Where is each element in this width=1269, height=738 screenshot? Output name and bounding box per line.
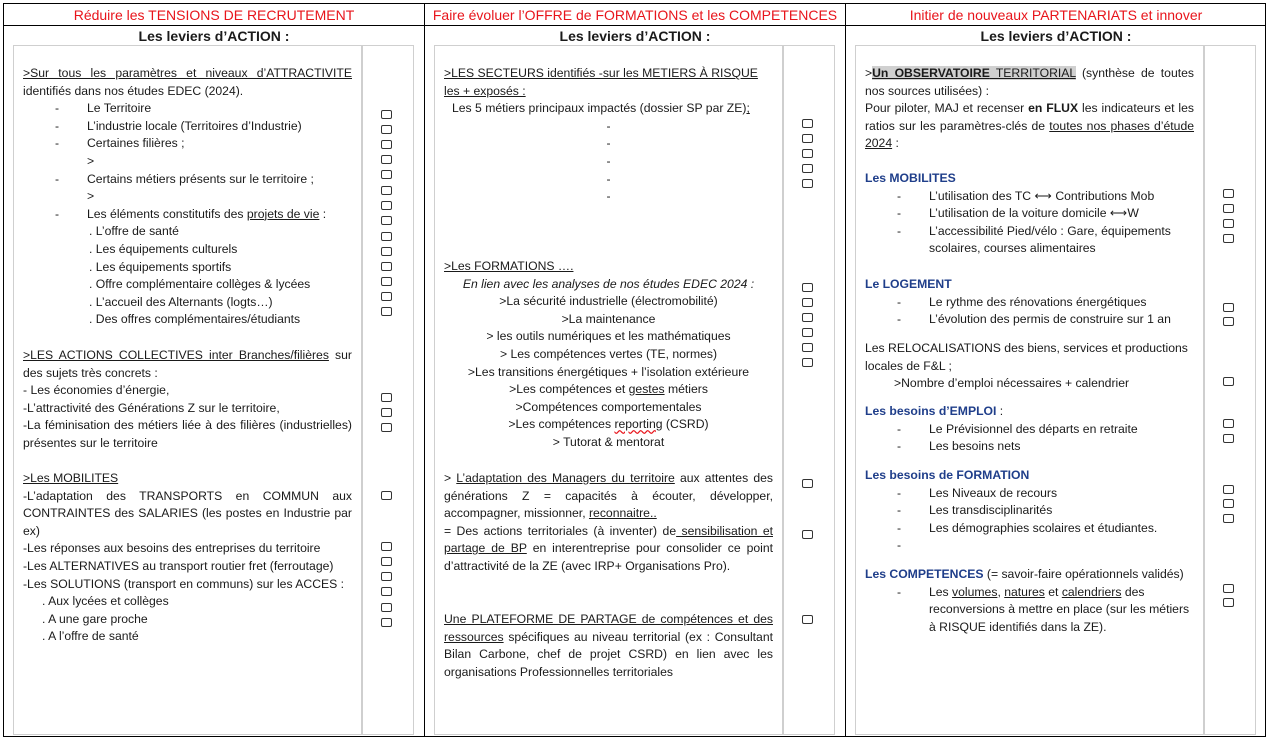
checkbox[interactable] [1223, 377, 1234, 386]
list-subitem: >Nombre d’emploi nécessaires + calendrier [894, 376, 1130, 391]
list-subitem: . L’accueil des Alternants (logts…) [89, 294, 273, 309]
attractivite-heading: >Sur tous les paramètres et niveaux d’ATTRACTIVITE [23, 66, 352, 80]
checkbox[interactable] [1223, 204, 1234, 213]
column-1-subtitle: Les leviers d’ACTION : [138, 28, 290, 44]
checkbox[interactable] [802, 358, 813, 367]
checkbox[interactable] [381, 572, 392, 581]
checkbox[interactable] [802, 615, 813, 624]
list-item: - L’accessibilité Pied/vélo : Gare, équipements scolaires, courses alimentaires [897, 223, 1171, 256]
checkbox[interactable] [1223, 584, 1234, 593]
checkbox[interactable] [1223, 303, 1234, 312]
checkbox[interactable] [381, 423, 392, 432]
list-item: - Les économies d’énergie, [23, 383, 170, 398]
list-item: >Les compétences et gestes métiers [509, 382, 708, 397]
section-heading: Les COMPETENCES [865, 567, 984, 581]
column-3-subtitle: Les leviers d’ACTION : [980, 28, 1132, 44]
list-item: - [606, 171, 611, 186]
metiers-line: Les 5 métiers principaux impactés (dossier SP par ZE); [452, 101, 750, 116]
plateforme-section: Une PLATEFORME DE PARTAGE de compétences et des ressources spécifiques au niveau territorial (ex : Consultant Bilan Carbone, chef de projet CSRD) en lien avec les organisations Professionnelles territoriales [444, 612, 773, 679]
section-heading: Les besoins de FORMATION [865, 468, 1030, 482]
section-heading: Le LOGEMENT [865, 277, 952, 291]
list-item: - Le Territoire [55, 101, 152, 116]
formations-section [444, 258, 773, 452]
list-item: - Certaines filières ; [55, 136, 185, 151]
checkbox[interactable] [381, 262, 392, 271]
checkbox[interactable] [381, 140, 392, 149]
list-item: - L’industrie locale (Territoires d’Industrie) [55, 118, 302, 133]
list-item: - [606, 189, 611, 204]
competences-indicators: Les COMPETENCES (= savoir-faire opérationnels validés) - Les volumes, natures et calendriers des reconversions à mettre en place (sur les métiers à RISQUE identifiés dans la ZE). [865, 566, 1194, 636]
checkbox[interactable] [1223, 219, 1234, 228]
list-item: > Tutorat & mentorat [552, 434, 665, 449]
column-3-title: Initier de nouveaux PARTENARIATS et innover [909, 7, 1203, 23]
list-item: - L’utilisation des TC ⟷ Contributions Mob [897, 188, 1155, 203]
list-subitem: . Les équipements sportifs [89, 259, 232, 274]
checkbox[interactable] [381, 216, 392, 225]
list-item: > les outils numériques et les mathématiques [486, 329, 731, 344]
list-item: - L’utilisation de la voiture domicile ⟷W [897, 206, 1139, 221]
list-item: -L’adaptation des TRANSPORTS en COMMUN aux CONTRAINTES des SALARIES (les postes en Industrie par ex) [23, 488, 352, 538]
list-item: - Les transdisciplinarités [897, 503, 1053, 518]
checkbox[interactable] [381, 603, 392, 612]
checkbox[interactable] [802, 149, 813, 158]
checkbox[interactable] [381, 170, 392, 179]
list-item: >La sécurité industrielle (électromobilité) [499, 294, 718, 309]
checkbox[interactable] [381, 408, 392, 417]
checkbox[interactable] [1223, 189, 1234, 198]
list-item: - [606, 153, 611, 168]
column-divider [845, 3, 846, 737]
checkbox[interactable] [802, 343, 813, 352]
checkbox[interactable] [381, 618, 392, 627]
metiers-risque-section [444, 65, 773, 206]
mobilites-indicators [865, 170, 1194, 258]
list-subitem: . Des offres complémentaires/étudiants [89, 312, 301, 327]
formations-intro: En lien avec les analyses de nos études EDEC 2024 : [462, 276, 755, 291]
checkbox[interactable] [802, 283, 813, 292]
list-item: >Les compétences reporting (CSRD) [508, 417, 709, 432]
list-item: - Le Prévisionnel des départs en retraite [897, 421, 1138, 436]
checkbox[interactable] [1223, 317, 1234, 326]
checkbox[interactable] [381, 542, 392, 551]
column-1-title: Réduire les TENSIONS DE RECRUTEMENT [73, 7, 355, 23]
list-item: - [606, 118, 611, 133]
secteurs-heading: >LES SECTEURS identifiés -sur les METIERS À RISQUE les + exposés : [444, 66, 758, 98]
list-item: -Les SOLUTIONS (transport en communs) sur les ACCES : [23, 576, 345, 591]
managers-section: > L’adaptation des Managers du territoire aux attentes des générations Z = capacités à écouter, développer, accompagner, missionner, reconnaitre.. = Des actions territoriales (à inventer) de sensibilisation et partage de BP en interentreprise pour consolider ce point d’attractivité de la ZE (avec IRP+ Organisations Pro). [444, 471, 774, 573]
checkbox[interactable] [802, 298, 813, 307]
list-item: >Compétences comportementales [515, 399, 702, 414]
checkbox[interactable] [1223, 499, 1234, 508]
list-item: >Les transitions énergétiques + l’isolation extérieure [467, 364, 750, 379]
formation-indicators: Les besoins de FORMATION - Les Niveaux de recours - Les transdisciplinarités - Les démographies scolaires et étudiantes. - [865, 467, 1194, 537]
list-item: - L’évolution des permis de construire sur 1 an [897, 312, 1171, 327]
checkbox[interactable] [381, 125, 392, 134]
checkbox[interactable] [381, 186, 392, 195]
list-subitem: . A l’offre de santé [42, 629, 139, 644]
column-2-title: Faire évoluer l’OFFRE de FORMATIONS et les COMPETENCES [432, 7, 838, 23]
list-item: -Les ALTERNATIVES au transport routier fret (ferroutage) [23, 558, 334, 573]
formations-heading: >Les FORMATIONS …. [444, 259, 574, 273]
observatoire-section: >Un OBSERVATOIRE TERRITORIAL (synthèse de toutes nos sources utilisées) : Pour piloter, MAJ et recenser en FLUX les indicateurs et les ratios sur les paramètres-clés de toutes nos phases d’étude 2024 : [865, 66, 1195, 151]
mobilites-heading: >Les MOBILITES [23, 471, 119, 485]
list-subitem: > [87, 189, 95, 204]
checkbox[interactable] [802, 479, 813, 488]
list-item: - Le rythme des rénovations énergétiques [897, 294, 1147, 309]
list-subitem: > [87, 153, 95, 168]
list-item: -L’attractivité des Générations Z sur le territoire, [23, 400, 280, 415]
column-3-checkbox-box [1204, 45, 1256, 735]
logement-indicators [865, 276, 1194, 329]
checkbox[interactable] [802, 530, 813, 539]
checkbox[interactable] [381, 307, 392, 316]
checkbox[interactable] [381, 292, 392, 301]
column-2-subtitle: Les leviers d’ACTION : [559, 28, 711, 44]
checkbox[interactable] [1223, 234, 1234, 243]
list-subitem: . L’offre de santé [89, 224, 179, 239]
checkbox[interactable] [1223, 434, 1234, 443]
list-item: - Les volumes, natures et calendriers des reconversions à mettre en place (sur les métiers à RISQUE identifiés dans la ZE). [897, 584, 1190, 634]
checkbox[interactable] [1223, 598, 1234, 607]
checkbox[interactable] [381, 110, 392, 119]
attractivite-intro: identifiés dans nos études EDEC (2024). [23, 83, 244, 98]
checkbox[interactable] [1223, 419, 1234, 428]
list-subitem: . A une gare proche [42, 611, 148, 626]
checkbox[interactable] [802, 179, 813, 188]
checkbox[interactable] [381, 587, 392, 596]
collective-actions-section: >LES ACTIONS COLLECTIVES inter Branches/filières sur des sujets très concrets : - Les économies d’énergie, -L’attractivité des Générations Z sur le territoire, -La féminisation des métiers liée à des filières (industrielles) présentes sur le territoire [23, 347, 352, 453]
checkbox[interactable] [802, 119, 813, 128]
checkbox[interactable] [1223, 485, 1234, 494]
list-subitem: . Offre complémentaire collèges & lycées [89, 277, 311, 292]
checkbox[interactable] [1223, 514, 1234, 523]
list-item: - Les éléments constitutifs des projets de vie : [55, 206, 327, 221]
checkbox[interactable] [381, 201, 392, 210]
checkbox[interactable] [381, 491, 392, 500]
section-heading: Les besoins d’EMPLOI [865, 404, 997, 418]
checkbox[interactable] [802, 313, 813, 322]
checkbox[interactable] [802, 328, 813, 337]
checkbox[interactable] [381, 247, 392, 256]
relocalisations-text: Les RELOCALISATIONS des biens, services et productions locales de F&L ; [865, 341, 1188, 373]
column-divider [424, 3, 425, 737]
section-heading: Les MOBILITES [865, 171, 956, 185]
checkbox[interactable] [381, 232, 392, 241]
list-item: >La maintenance [561, 311, 656, 326]
list-item: - Les démographies scolaires et étudiantes. [897, 520, 1158, 535]
list-item: - [606, 136, 611, 151]
relocalisations-section [865, 340, 1194, 393]
list-item: -La féminisation des métiers liée à des filières (industrielles) présentes sur le territoire [23, 418, 352, 450]
checkbox[interactable] [381, 277, 392, 286]
mobilites-section [23, 470, 352, 646]
emploi-indicators: Les besoins d’EMPLOI : - Le Prévisionnel des départs en retraite - Les besoins nets [865, 403, 1194, 456]
checkbox[interactable] [802, 164, 813, 173]
checkbox[interactable] [381, 155, 392, 164]
list-item: - Les besoins nets [897, 439, 1021, 454]
column-1-content [23, 65, 352, 329]
list-subitem: . Aux lycées et collèges [42, 594, 169, 609]
list-item: - Les Niveaux de recours [897, 485, 1058, 500]
list-item: - Certains métiers présents sur le territoire ; [55, 171, 314, 186]
checkbox[interactable] [381, 393, 392, 402]
list-subitem: . Les équipements culturels [89, 241, 238, 256]
list-item: > Les compétences vertes (TE, normes) [499, 346, 718, 361]
checkbox[interactable] [802, 134, 813, 143]
list-item: -Les réponses aux besoins des entreprises du territoire [23, 541, 321, 556]
checkbox[interactable] [381, 557, 392, 566]
